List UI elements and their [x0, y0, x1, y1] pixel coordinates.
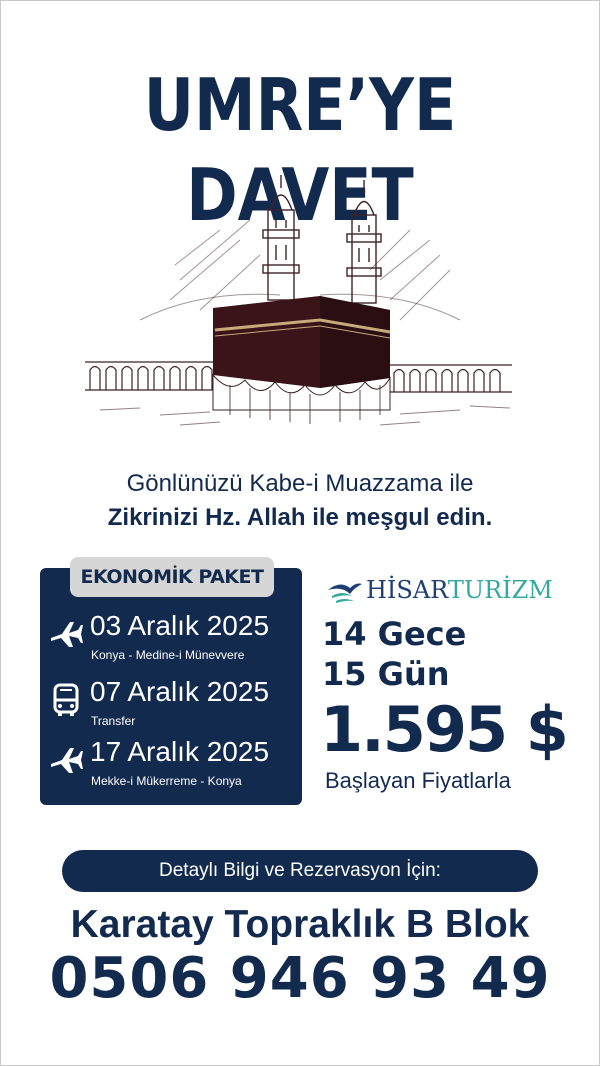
itinerary-route: Konya - Medine-i Münevvere: [91, 648, 245, 662]
minaret-left: [263, 175, 299, 300]
duration-nights: 14 Gece: [322, 615, 467, 653]
itinerary-route: Mekke-i Mükerreme - Konya: [91, 774, 242, 788]
address: Karatay Topraklık B Blok: [70, 903, 530, 946]
tagline-line1: Gönlünüzü Kabe-i Muazzama ile: [126, 470, 474, 497]
arcade-left: [85, 362, 215, 390]
headline: UMRE’YE DAVET: [143, 63, 457, 237]
airplane-icon: [48, 742, 84, 778]
brand-name-part2: TURİZM: [447, 576, 553, 604]
bird-logo-icon: [326, 576, 364, 606]
duration-days: 15 Gün: [322, 655, 450, 693]
airplane-icon: [48, 616, 84, 652]
itinerary-date: 07 Aralık 2025: [90, 676, 270, 707]
info-banner: Detaylı Bilgi ve Rezervasyon İçin:: [62, 850, 538, 892]
brand-logo: [326, 574, 566, 608]
phone-number[interactable]: 0506 946 93 49: [49, 946, 551, 1011]
itinerary-date: 03 Aralık 2025: [90, 610, 270, 641]
kaaba: [213, 296, 390, 424]
price: 1.595 $: [320, 693, 567, 766]
duration: [322, 614, 466, 694]
kaaba-illustration: [80, 170, 520, 440]
bus-icon: [48, 682, 84, 718]
minaret-right: [347, 180, 381, 303]
price-label: Başlayan Fiyatlarla: [325, 768, 511, 793]
tagline-line2: Zikrinizi Hz. Allah ile meşgul edin.: [107, 504, 493, 531]
itinerary-date: 17 Aralık 2025: [90, 736, 270, 767]
brand-name-part1: HİSAR: [366, 576, 448, 604]
arcade-right: [390, 365, 512, 392]
package-badge: EKONOMİK PAKET: [70, 557, 274, 597]
itinerary-route: Transfer: [91, 714, 136, 728]
